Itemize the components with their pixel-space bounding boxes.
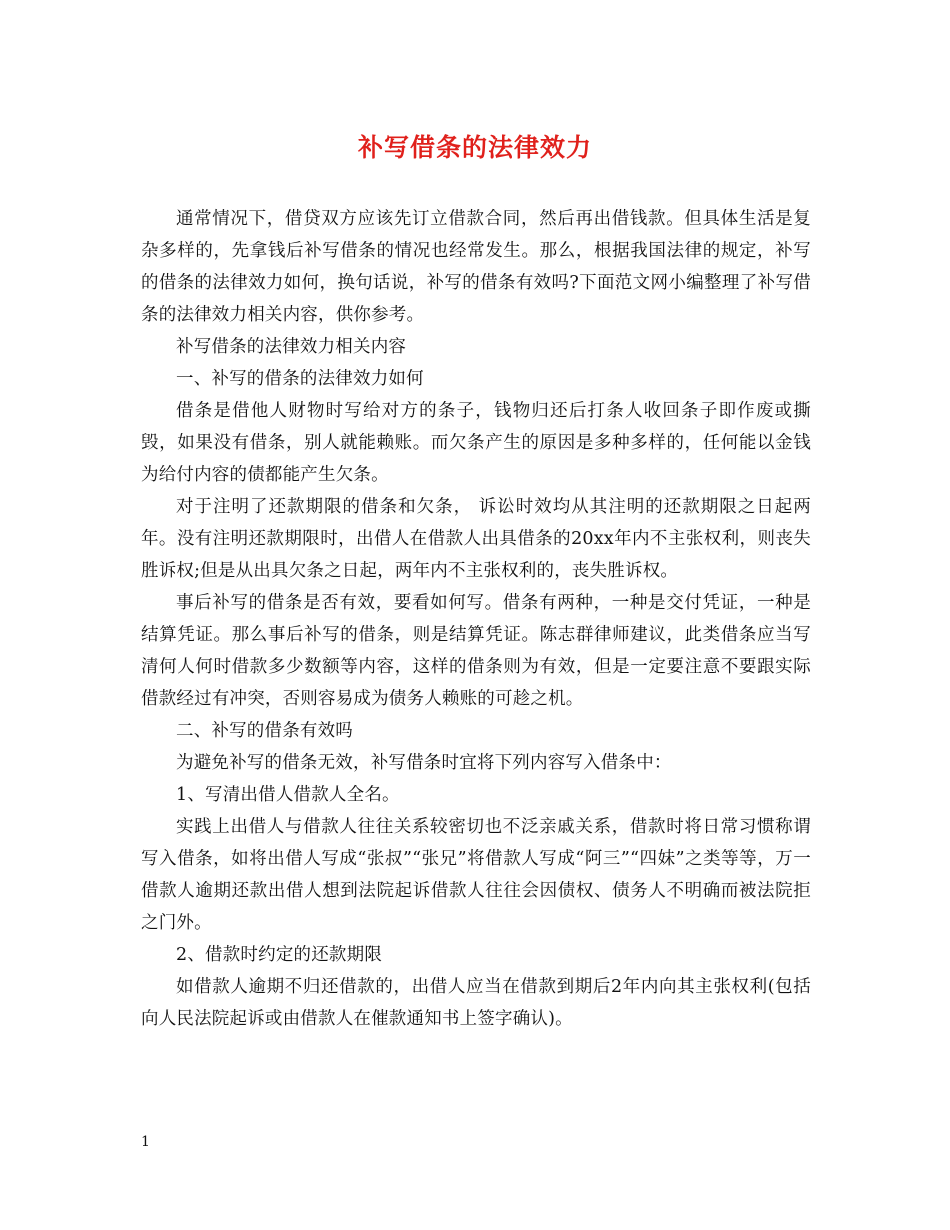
paragraph-full-names: 实践上出借人与借款人往往关系较密切也不泛亲戚关系，借款时将日常习惯称谓写入借条，如将出借人写成“张叔”“张兄”将借款人写成“阿三”“四妹”之类等等，万一借款人逾期还款出借人想到法院起诉借款人往往会因债权、债务人不明确而被法院拒之门外。 <box>141 817 811 933</box>
paragraph-borrowing-note: 借条是借他人财物时写给对方的条子，钱物归还后打条人收回条子即作废或撕毁，如果没有借条，别人就能赖账。而欠条产生的原因是多种多样的，任何能以金钱为给付内容的债都能产生欠条。 <box>141 401 811 485</box>
paragraph-heading-one: 一、补写的借条的法律效力如何 <box>176 369 424 389</box>
paragraph-item-one: 1、写清出借人借款人全名。 <box>176 785 400 805</box>
document-body <box>141 203 811 1035</box>
paragraph-item-two: 2、借款时约定的还款期限 <box>176 945 383 965</box>
paragraph-repayment-deadline: 如借款人逾期不归还借款的，出借人应当在借款到期后2年内向其主张权利(包括向人民法院起诉或由借款人在催款通知书上签字确认)。 <box>141 977 811 1029</box>
page-number: 1 <box>141 1134 150 1150</box>
document-title: 补写借条的法律效力 <box>357 133 592 162</box>
paragraph-intro: 通常情况下，借贷双方应该先订立借款合同，然后再出借钱款。但具体生活是复杂多样的，先拿钱后补写借条的情况也经常发生。那么，根据我国法律的规定，补写的借条的法律效力如何，换句话说，补写的借条有效吗?下面范文网小编整理了补写借条的法律效力相关内容，供你参考。 <box>141 209 811 325</box>
paragraph-heading-two: 二、补写的借条有效吗 <box>176 721 353 741</box>
paragraph-avoid-invalid: 为避免补写的借条无效，补写借条时宜将下列内容写入借条中： <box>176 753 672 773</box>
paragraph-section-heading: 补写借条的法律效力相关内容 <box>176 337 407 357</box>
paragraph-after-the-fact: 事后补写的借条是否有效，要看如何写。借条有两种，一种是交付凭证，一种是结算凭证。那么事后补写的借条，则是结算凭证。陈志群律师建议，此类借条应当写清何人何时借款多少数额等内容，这样的借条则为有效，但是一定要注意不要跟实际借款经过有冲突，否则容易成为债务人赖账的可趁之机。 <box>141 593 811 709</box>
paragraph-limitation-period: 对于注明了还款期限的借条和欠条， 诉讼时效均从其注明的还款期限之日起两年。没有注明还款期限时，出借人在借款人出具借条的20xx年内不主张权利，则丧失胜诉权;但是从出具欠条之日起，两年内不主张权利的，丧失胜诉权。 <box>141 497 811 581</box>
